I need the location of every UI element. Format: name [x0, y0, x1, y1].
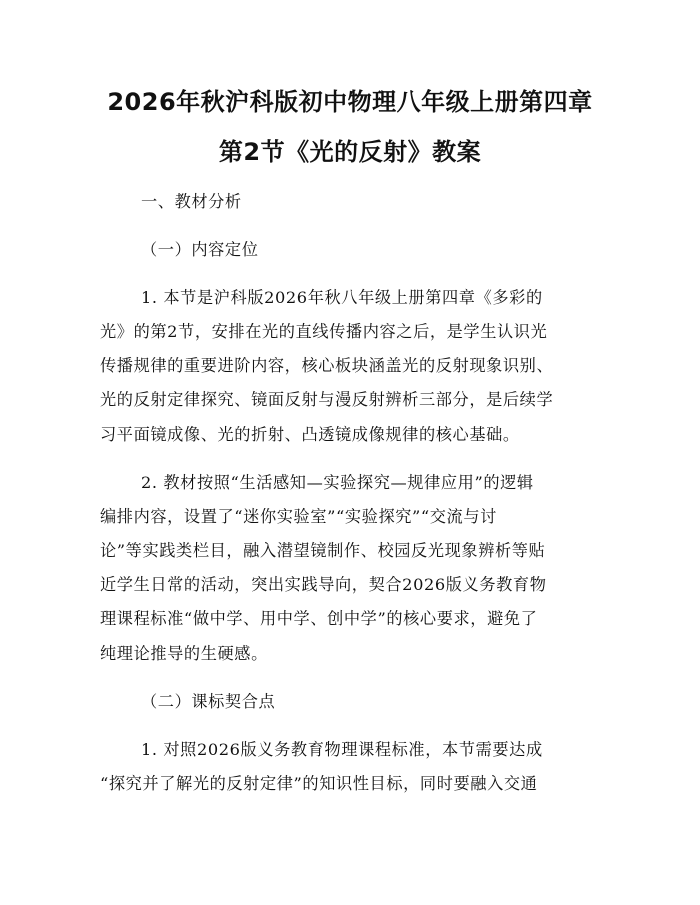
paragraph-line: 1. 本节是沪科版2026年秋八年级上册第四章《多彩的: [141, 288, 543, 307]
paragraph-line: 纯理论推导的生硬感。: [100, 644, 268, 663]
paragraph-line: “探究并了解光的反射定律”的知识性目标，同时要融入交通: [100, 774, 538, 793]
paragraph-line: 2. 教材按照“生活感知—实验探究—规律应用”的逻辑: [141, 473, 534, 492]
paragraph-line: 传播规律的重要进阶内容，核心板块涵盖光的反射现象识别、: [100, 356, 554, 375]
paragraph-line: 理课程标准“做中学、用中学、创中学”的核心要求，避免了: [100, 609, 538, 628]
subsection-heading-curriculum-alignment: （二）课标契合点: [141, 692, 276, 711]
subsection-heading-content-positioning: （一）内容定位: [141, 240, 259, 259]
paragraph-line: 习平面镜成像、光的折射、凸透镜成像规律的核心基础。: [100, 425, 520, 444]
paragraph-line: 光的反射定律探究、镜面反射与漫反射辨析三部分，是后续学: [100, 390, 554, 409]
paragraph-line: 论”等实践类栏目，融入潜望镜制作、校园反光现象辨析等贴: [100, 541, 546, 560]
paragraph-line: 1. 对照2026版义务教育物理课程标准，本节需要达成: [141, 740, 543, 759]
document-title-line-2: 第2节《光的反射》教案: [218, 138, 482, 166]
paragraph-line: 光》的第2节，安排在光的直线传播内容之后，是学生认识光: [100, 322, 548, 341]
paragraph-line: 编排内容，设置了“迷你实验室”“实验探究”“交流与讨: [100, 507, 497, 526]
paragraph-line: 近学生日常的活动，突出实践导向，契合2026版义务教育物: [100, 575, 547, 594]
document-title-line-1: 2026年秋沪科版初中物理八年级上册第四章: [107, 88, 593, 116]
section-heading-teaching-material-analysis: 一、教材分析: [141, 192, 242, 211]
